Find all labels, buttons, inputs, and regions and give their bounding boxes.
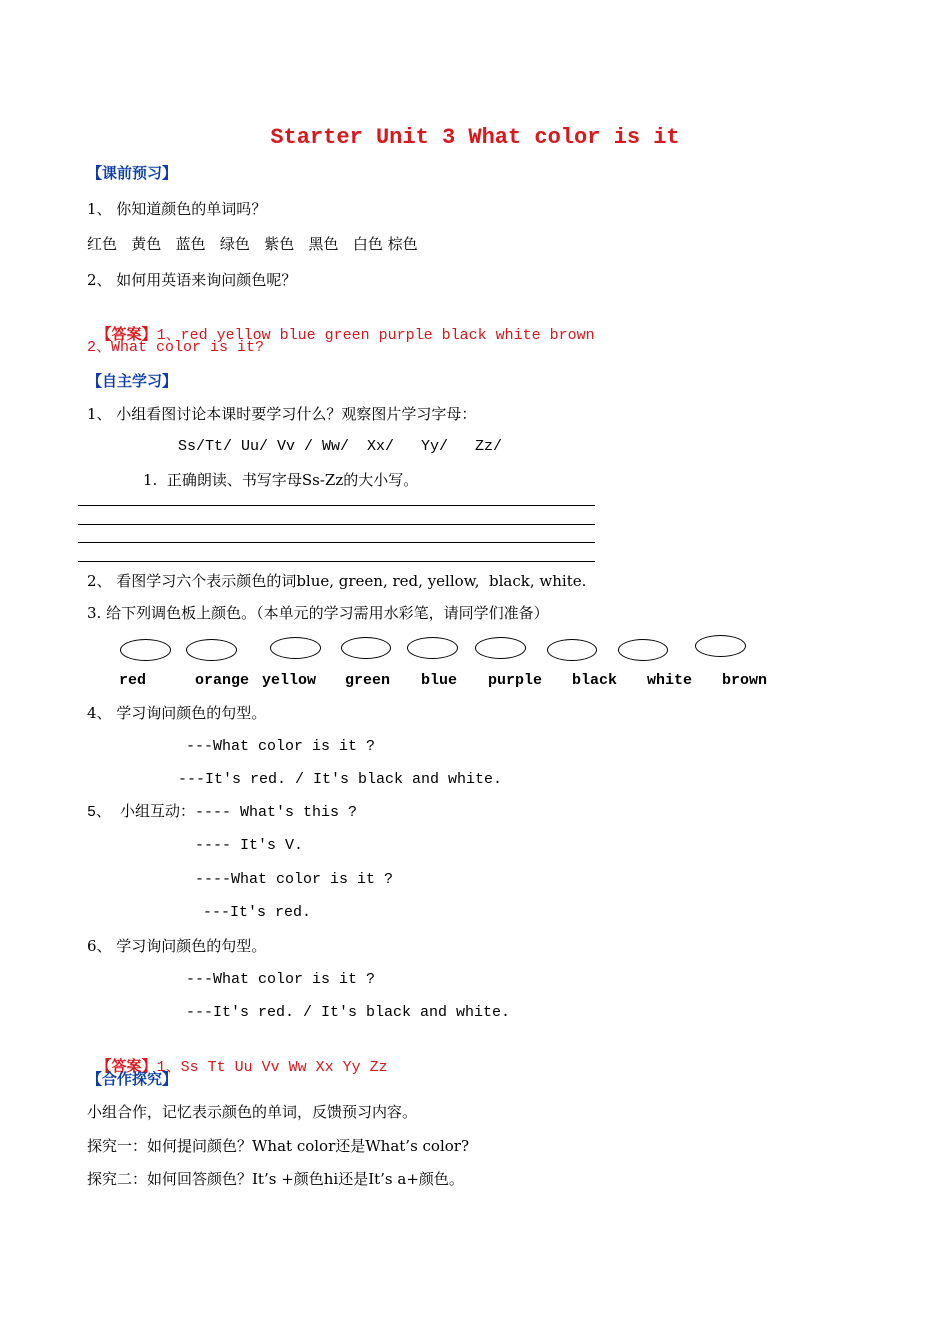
self-study-question-6: 6、 学习询问颜色的句型。 bbox=[87, 937, 267, 955]
palette-label-brown: brown bbox=[722, 672, 768, 689]
dialogue-line: ---It's red. bbox=[203, 904, 312, 921]
palette-oval bbox=[618, 639, 668, 661]
cooperation-paragraph: 小组合作，记忆表示颜色的单词，反馈预习内容。 bbox=[87, 1103, 418, 1121]
section-heading-self-study: 【自主学习】 bbox=[87, 372, 178, 390]
palette-oval bbox=[120, 639, 171, 661]
dialogue-line: ---What color is it ? bbox=[186, 971, 376, 988]
section-heading-preview: 【课前预习】 bbox=[87, 164, 178, 182]
question-2: 2、 如何用英语来询问颜色呢？ bbox=[87, 271, 297, 289]
palette-label-red: red bbox=[119, 672, 147, 689]
palette-label-purple: purple bbox=[488, 672, 543, 689]
palette-label-yellow: yellow bbox=[262, 672, 317, 689]
palette-oval bbox=[341, 637, 391, 659]
self-study-question-2: 2、 看图学习六个表示颜色的词blue, green, red, yellow, black, white. bbox=[87, 572, 587, 590]
answer-text-2: 2、What color is it? bbox=[87, 339, 265, 356]
palette-oval bbox=[547, 639, 597, 661]
writing-line bbox=[78, 561, 595, 562]
dialogue-line: ---It's red. / It's black and white. bbox=[186, 1004, 511, 1021]
self-study-subitem-1: 1. 正确朗读、书写字母Ss-Zz的大小写。 bbox=[143, 471, 419, 489]
dialogue-line: ---- It's V. bbox=[195, 837, 304, 854]
writing-line bbox=[78, 524, 595, 525]
chinese-color-list: 红色 黄色 蓝色 绿色 紫色 黑色 白色 棕色 bbox=[87, 235, 418, 253]
palette-label-white: white bbox=[647, 672, 693, 689]
dialogue-line: ---It's red. / It's black and white. bbox=[178, 771, 503, 788]
page-title: Starter Unit 3 What color is it bbox=[270, 125, 680, 150]
palette-oval bbox=[475, 637, 526, 659]
palette-label-green: green bbox=[345, 672, 391, 689]
inquiry-two: 探究二：如何回答颜色？It’s +颜色hi还是It’s a+颜色。 bbox=[87, 1170, 464, 1188]
palette-label-black: black bbox=[572, 672, 618, 689]
writing-line bbox=[78, 505, 595, 506]
self-study-question-4: 4、 学习询问颜色的句型。 bbox=[87, 704, 267, 722]
palette-oval bbox=[407, 637, 458, 659]
answer-label: 【答案】 bbox=[96, 1057, 157, 1075]
self-study-question-3: 3. 给下列调色板上颜色。（本单元的学习需用水彩笔，请同学们准备） bbox=[87, 604, 549, 622]
writing-line bbox=[78, 542, 595, 543]
section-heading-cooperation: 【合作探究】 bbox=[87, 1070, 178, 1088]
answer-label: 【答案】 bbox=[96, 325, 157, 343]
answer-text: 1、Ss Tt Uu Vv Ww Xx Yy Zz bbox=[156, 1059, 388, 1076]
palette-oval bbox=[270, 637, 321, 659]
dialogue-line: ----What color is it ? bbox=[195, 871, 394, 888]
answer-text-1: 1、red yellow blue green purple black white brown bbox=[156, 327, 595, 344]
dialogue-line: ---What color is it ? bbox=[186, 738, 376, 755]
inquiry-one: 探究一：如何提问颜色？What color还是What’s color? bbox=[87, 1137, 470, 1155]
palette-label-blue: blue bbox=[421, 672, 458, 689]
self-study-question-1: 1、 小组看图讨论本课时要学习什么？观察图片学习字母： bbox=[87, 405, 477, 423]
palette-oval bbox=[186, 639, 237, 661]
self-study-question-5: 5、 小组互动：---- What's this ? bbox=[87, 804, 358, 821]
question-1: 1、 你知道颜色的单词吗？ bbox=[87, 200, 267, 218]
palette-label-orange: orange bbox=[195, 672, 250, 689]
palette-oval bbox=[695, 635, 746, 657]
letter-pairs: Ss/Tt/ Uu/ Vv / Ww/ Xx/ Yy/ Zz/ bbox=[178, 438, 503, 455]
